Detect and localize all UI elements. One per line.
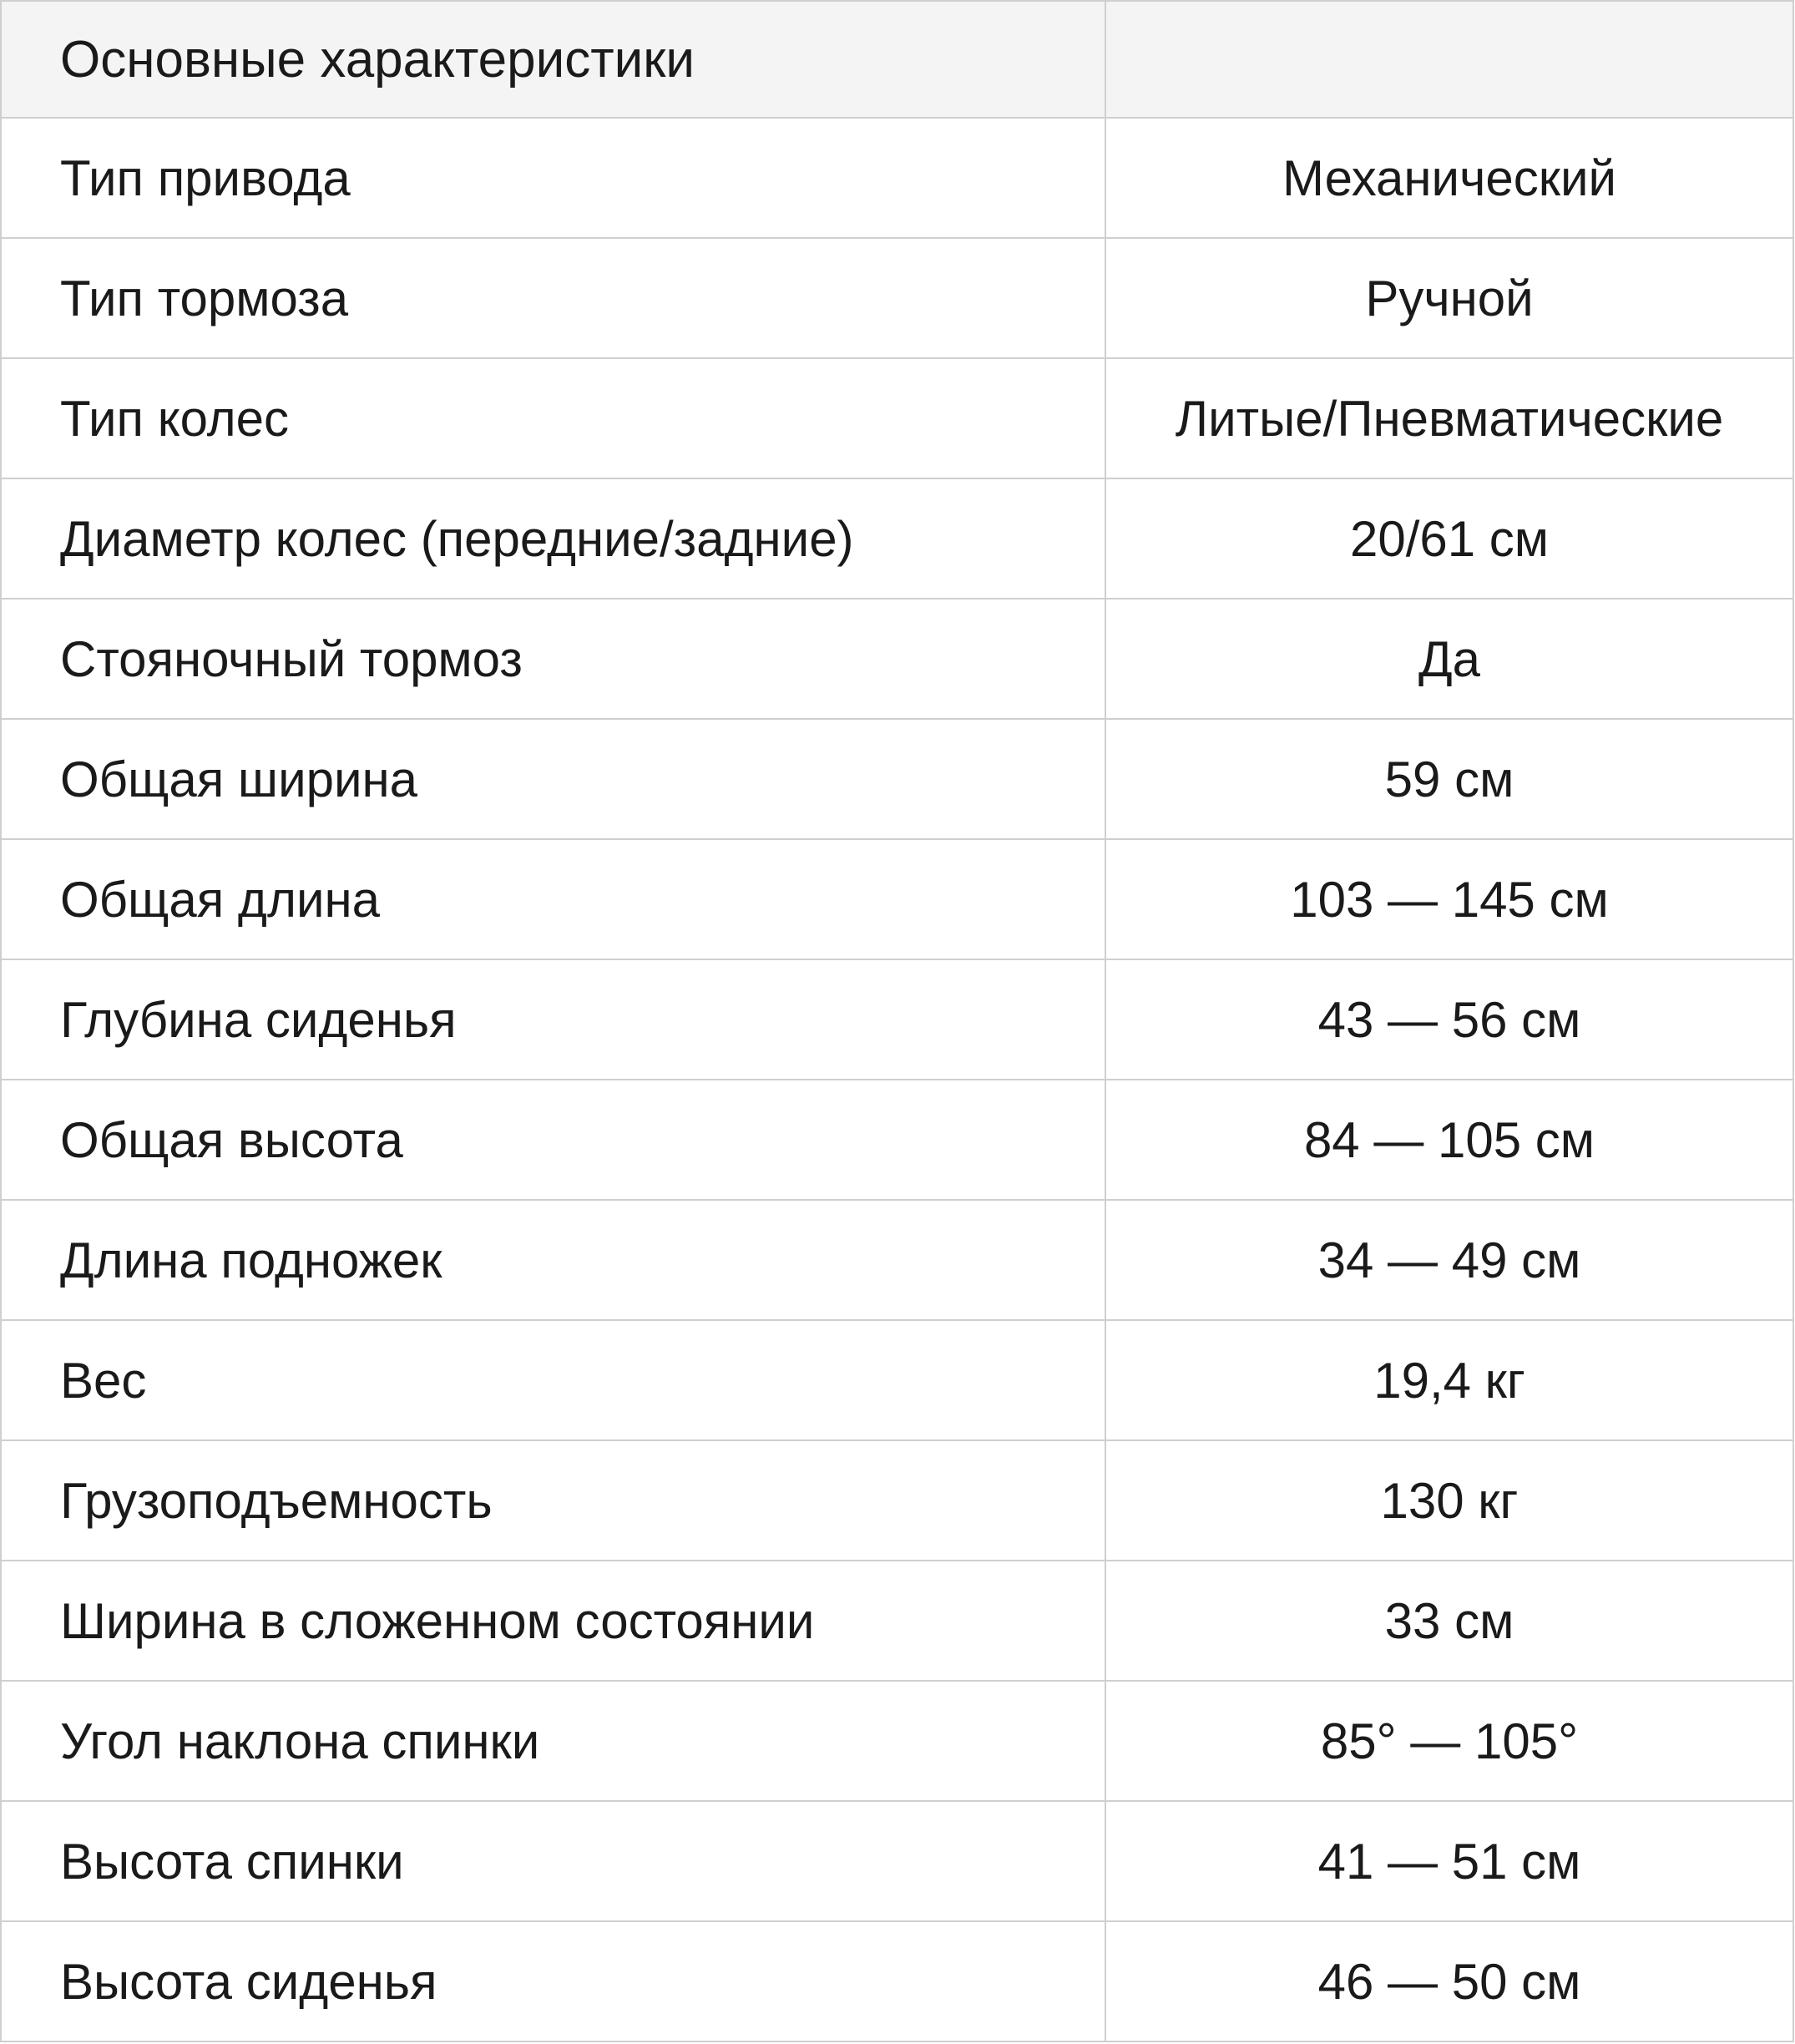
table-row: [1, 1921, 1793, 2041]
spec-value: Механический: [1105, 118, 1793, 238]
spec-name: Общая ширина: [1, 719, 1105, 839]
table-row: [1, 1561, 1793, 1681]
spec-value: 130 кг: [1105, 1440, 1793, 1561]
spec-value: 20/61 см: [1105, 478, 1793, 599]
spec-value: 85° — 105°: [1105, 1681, 1793, 1801]
spec-name: Вес: [1, 1320, 1105, 1440]
spec-name: Угол наклона спинки: [1, 1681, 1105, 1801]
spec-name: Глубина сиденья: [1, 959, 1105, 1080]
spec-value: 19,4 кг: [1105, 1320, 1793, 1440]
spec-value: 84 — 105 см: [1105, 1080, 1793, 1200]
spec-name: Тип тормоза: [1, 238, 1105, 358]
spec-name: Высота сиденья: [1, 1921, 1105, 2041]
spec-value: Ручной: [1105, 238, 1793, 358]
table-title: Основные характеристики: [1, 1, 1105, 118]
table-row: [1, 959, 1793, 1080]
table-header-row: [1, 1, 1793, 118]
spec-value: 33 см: [1105, 1561, 1793, 1681]
spec-value: Да: [1105, 599, 1793, 719]
table-row: [1, 599, 1793, 719]
table-row: [1, 1681, 1793, 1801]
table-row: [1, 1440, 1793, 1561]
table-row: [1, 1080, 1793, 1200]
table-row: [1, 118, 1793, 238]
table-row: [1, 839, 1793, 959]
spec-value: 103 — 145 см: [1105, 839, 1793, 959]
spec-name: Длина подножек: [1, 1200, 1105, 1320]
value-column-header: [1105, 1, 1793, 118]
table-row: [1, 238, 1793, 358]
spec-value: Литые/Пневматические: [1105, 358, 1793, 478]
spec-name: Тип привода: [1, 118, 1105, 238]
spec-value: 43 — 56 см: [1105, 959, 1793, 1080]
spec-name: Общая высота: [1, 1080, 1105, 1200]
table-row: [1, 1320, 1793, 1440]
table-row: [1, 719, 1793, 839]
spec-name: Ширина в сложенном состоянии: [1, 1561, 1105, 1681]
spec-value: 59 см: [1105, 719, 1793, 839]
spec-value: 46 — 50 см: [1105, 1921, 1793, 2041]
spec-name: Тип колес: [1, 358, 1105, 478]
spec-name: Стояночный тормоз: [1, 599, 1105, 719]
spec-name: Высота спинки: [1, 1801, 1105, 1921]
spec-name: Общая длина: [1, 839, 1105, 959]
spec-value: 41 — 51 см: [1105, 1801, 1793, 1921]
spec-value: 34 — 49 см: [1105, 1200, 1793, 1320]
spec-name: Грузоподъемность: [1, 1440, 1105, 1561]
spec-name: Диаметр колес (передние/задние): [1, 478, 1105, 599]
table-row: [1, 478, 1793, 599]
table-row: [1, 1200, 1793, 1320]
table-row: [1, 358, 1793, 478]
table-row: [1, 1801, 1793, 1921]
